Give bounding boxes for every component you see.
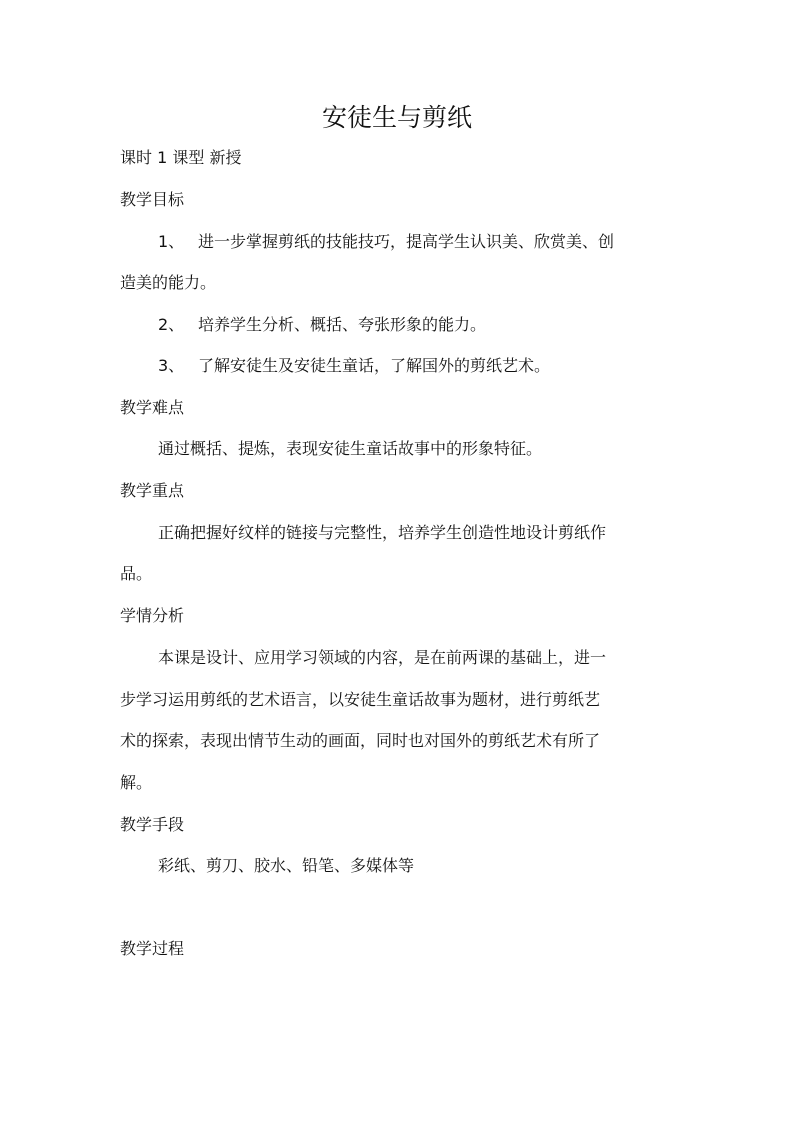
objective-text: 了解安徒生及安徒生童话，了解国外的剪纸艺术。 (198, 356, 551, 375)
section-heading-analysis: 学情分析 (120, 606, 185, 625)
analysis-text-line-1: 本课是设计、应用学习领域的内容，是在前两课的基础上，进一 (158, 648, 607, 667)
section-heading-objectives: 教学目标 (120, 190, 185, 209)
objective-text: 进一步掌握剪纸的技能技巧，提高学生认识美、欣赏美、创 (198, 232, 615, 251)
analysis-text-line-2: 步学习运用剪纸的艺术语言，以安徒生童话故事为题材，进行剪纸艺 (120, 690, 601, 709)
section-heading-means: 教学手段 (120, 815, 185, 834)
key-points-text-line-2: 品。 (120, 564, 153, 583)
objective-number: 2、 (158, 315, 185, 334)
objective-item-2 (158, 311, 718, 339)
section-heading-process: 教学过程 (120, 939, 185, 958)
analysis-text-line-4: 解。 (120, 773, 153, 792)
means-text: 彩纸、剪刀、胶水、铅笔、多媒体等 (158, 856, 415, 875)
section-heading-difficulty: 教学难点 (120, 398, 185, 417)
objective-number: 1、 (158, 232, 185, 251)
document-title: 安徒生与剪纸 (321, 103, 472, 132)
objective-text: 培养学生分析、概括、夸张形象的能力。 (198, 315, 487, 334)
objective-item-1-continued: 造美的能力。 (120, 273, 217, 292)
objective-item-3 (158, 352, 718, 380)
key-points-text-line-1: 正确把握好纹样的链接与完整性，培养学生创造性地设计剪纸作 (158, 523, 607, 542)
difficulty-text: 通过概括、提炼，表现安徒生童话故事中的形象特征。 (158, 439, 543, 458)
section-heading-key-points: 教学重点 (120, 481, 185, 500)
objective-number: 3、 (158, 356, 185, 375)
analysis-text-line-3: 术的探索，表现出情节生动的画面，同时也对国外的剪纸艺术有所了 (120, 731, 601, 750)
lesson-meta: 课时 1 课型 新授 (120, 148, 242, 167)
objective-item-1 (158, 228, 680, 256)
